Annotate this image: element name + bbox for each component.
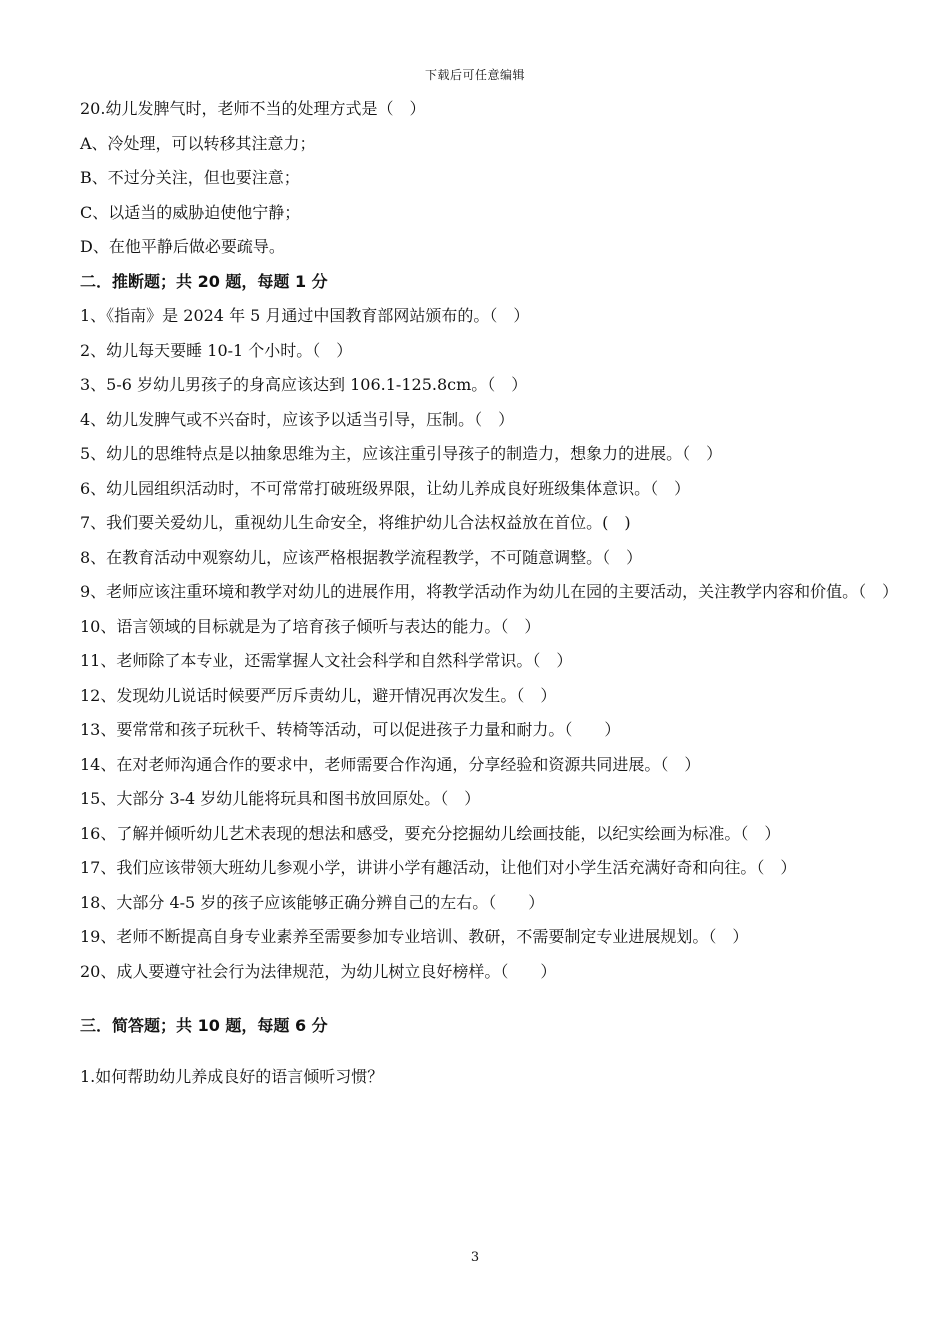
option-d: D、在他平静后做必要疏导。 bbox=[80, 237, 285, 256]
judgment-item-1: 1、《指南》是 2024 年 5 月通过中国教育部网站颁布的。（ ） bbox=[80, 306, 530, 325]
judgment-item-18: 18、大部分 4-5 岁的孩子应该能够正确分辨自己的左右。（ ） bbox=[80, 892, 545, 912]
judgment-item-16: 16、了解并倾听幼儿艺术表现的想法和感受，要充分挖掘幼儿绘画技能，以纪实绘画为标准。（ ） bbox=[80, 823, 781, 843]
judgment-item-17: 17、我们应该带领大班幼儿参观小学，讲讲小学有趣活动，让他们对小学生活充满好奇和向往。（ ） bbox=[80, 858, 797, 877]
judgment-item-19: 19、老师不断提高自身专业素养至需要参加专业培训、教研，不需要制定专业进展规划。（ ） bbox=[80, 927, 749, 946]
judgment-item-20: 20、成人要遵守社会行为法律规范，为幼儿树立良好榜样。（ ） bbox=[80, 961, 557, 981]
option-a: A、冷处理，可以转移其注意力； bbox=[80, 133, 316, 153]
judgment-item-9: 9、老师应该注重环境和教学对幼儿的进展作用，将教学活动作为幼儿在园的主要活动，关注教学内容和价值。（ ） bbox=[80, 582, 899, 601]
judgment-item-8: 8、在教育活动中观察幼儿，应该严格根据教学流程教学，不可随意调整。（ ） bbox=[80, 547, 643, 567]
document-body bbox=[80, 92, 899, 1094]
judgment-item-7: 7、我们要关爱幼儿，重视幼儿生命安全，将维护幼儿合法权益放在首位。( ) bbox=[80, 513, 631, 532]
judgment-item-11: 11、老师除了本专业，还需掌握人文社会科学和自然科学常识。（ ） bbox=[80, 651, 573, 670]
section-2-heading: 二．推断题；共 20 题，每题 1 分 bbox=[80, 271, 328, 291]
short-answer-item-1: 1.如何帮助幼儿养成良好的语言倾听习惯？ bbox=[80, 1066, 384, 1086]
judgment-item-10: 10、语言领域的目标就是为了培育孩子倾听与表达的能力。（ ） bbox=[80, 616, 541, 636]
judgment-item-4: 4、幼儿发脾气或不兴奋时，应该予以适当引导，压制。（ ） bbox=[80, 409, 515, 429]
page-number: 3 bbox=[470, 1250, 480, 1265]
judgment-item-5: 5、幼儿的思维特点是以抽象思维为主，应该注重引导孩子的制造力，想象力的进展。（ ） bbox=[80, 444, 723, 463]
judgment-item-15: 15、大部分 3-4 岁幼儿能将玩具和图书放回原处。（ ） bbox=[80, 789, 481, 808]
judgment-item-14: 14、在对老师沟通合作的要求中，老师需要合作沟通，分享经验和资源共同进展。（ ） bbox=[80, 754, 701, 774]
option-b: B、不过分关注，但也要注意； bbox=[80, 168, 300, 187]
judgment-item-2: 2、幼儿每天要睡 10-1 个小时。（ ） bbox=[80, 340, 353, 360]
question-20-stem: 20.幼儿发脾气时，老师不当的处理方式是（ ） bbox=[80, 99, 426, 118]
section-3-heading: 三．简答题；共 10 题，每题 6 分 bbox=[80, 1016, 328, 1035]
judgment-item-12: 12、发现幼儿说话时候要严厉斥责幼儿，避开情况再次发生。（ ） bbox=[80, 685, 557, 705]
judgment-item-3: 3、5-6 岁幼儿男孩子的身高应该达到 106.1-125.8cm。（ ） bbox=[80, 375, 528, 394]
page-header: 下载后可任意编辑 bbox=[424, 68, 525, 82]
option-c: C、以适当的威胁迫使他宁静； bbox=[80, 202, 301, 222]
judgment-item-6: 6、幼儿园组织活动时，不可常常打破班级界限，让幼儿养成良好班级集体意识。（ ） bbox=[80, 478, 691, 498]
judgment-item-13: 13、要常常和孩子玩秋千、转椅等活动，可以促进孩子力量和耐力。（ ） bbox=[80, 720, 621, 739]
